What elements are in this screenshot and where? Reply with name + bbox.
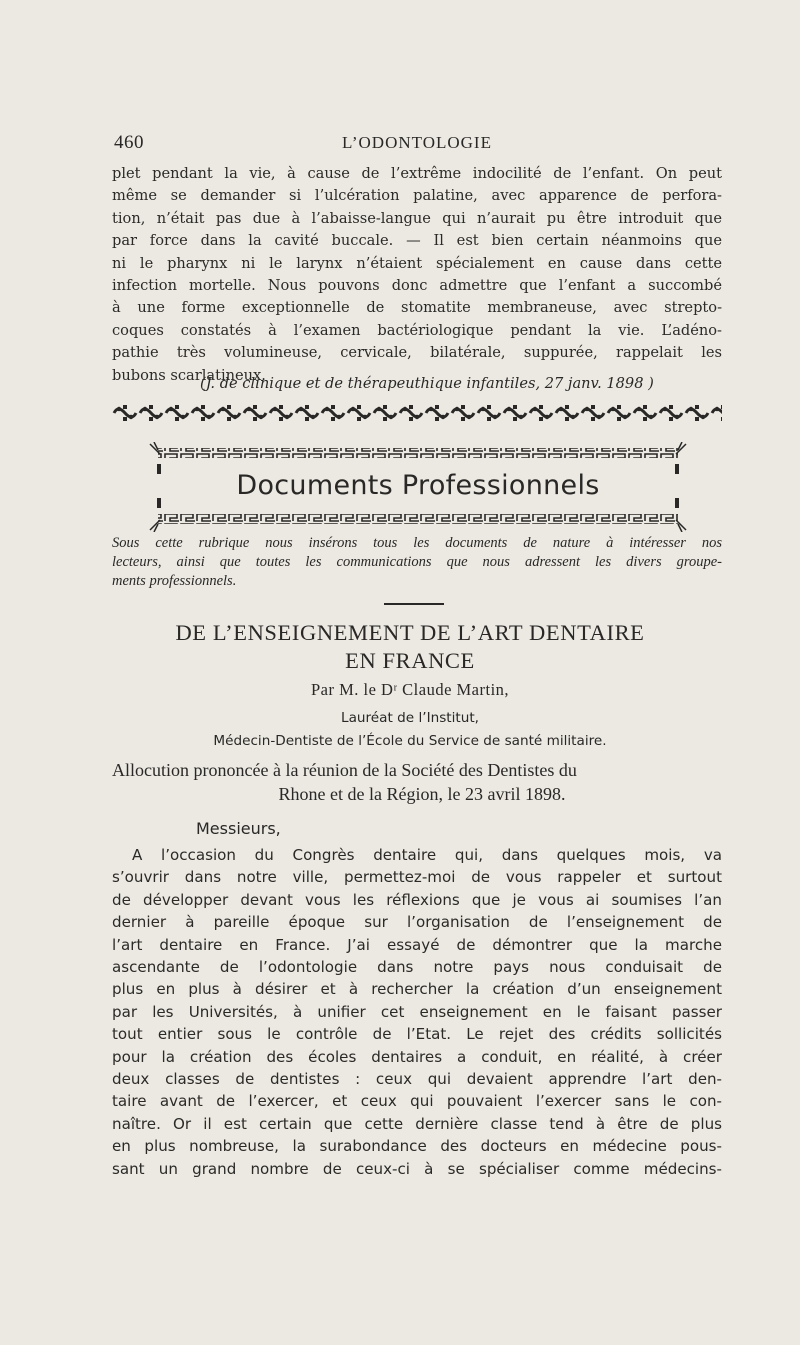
text-line: coques constatés à l’examen bactériologique pendant la vie. L’adéno- bbox=[112, 321, 722, 339]
text-line: tion, n’était pas due à l’abaisse-langue qui n’aurait pu être introduit que bbox=[112, 209, 722, 227]
allocution-subtitle bbox=[112, 758, 722, 806]
citation: (J. de clinique et de thérapeuthique infantiles, 27 janv. 1898 ) bbox=[200, 375, 654, 392]
text-line: Allocution prononcée à la réunion de la Société des Dentistes du bbox=[112, 760, 577, 780]
section-title: Documents Professionnels bbox=[236, 470, 600, 501]
text-line: à une forme exceptionnelle de stomatite membraneuse, avec strepto- bbox=[112, 299, 722, 317]
paragraph-continued bbox=[112, 163, 722, 387]
text-line: taire avant de l’exercer, et ceux qui pouvaient l’exercer sans le con- bbox=[112, 1092, 722, 1111]
text-line: naître. Or il est certain que cette dernière classe tend à être de plus bbox=[112, 1114, 722, 1133]
affiliation-1: Lauréat de l’Institut, bbox=[341, 710, 479, 726]
text-line: sant un grand nombre de ceux-ci à se spécialiser comme médecins- bbox=[112, 1159, 722, 1178]
section-heading-frame bbox=[148, 442, 688, 532]
text-line: ni le pharynx ni le larynx n’étaient spécialement en cause dans cette bbox=[112, 254, 722, 272]
text-line: ments professionnels. bbox=[112, 573, 237, 590]
text-line: pathie très volumineuse, cervicale, bilatérale, suppurée, rappelait les bbox=[112, 344, 722, 362]
article-title-line1: DE L’ENSEIGNEMENT DE L’ART DENTAIRE bbox=[175, 620, 645, 645]
text-line: par force dans la cavité buccale. — Il est bien certain néanmoins que bbox=[112, 232, 722, 250]
text-line: bubons scarlatineux. bbox=[112, 366, 266, 384]
short-rule bbox=[384, 603, 444, 605]
section-intro bbox=[112, 534, 722, 592]
page-header bbox=[112, 132, 722, 156]
ornamental-divider bbox=[112, 403, 722, 423]
article-title-line2: EN FRANCE bbox=[345, 648, 475, 673]
affiliation-2: Médecin-Dentiste de l’École du Service de santé militaire. bbox=[213, 733, 607, 749]
text-line: Sous cette rubrique nous insérons tous les documents de nature à intéresser nos bbox=[112, 535, 722, 551]
text-line: lecteurs, ainsi que toutes les communications que nous adressent les divers groupe- bbox=[112, 554, 722, 571]
text-line: pour la création des écoles dentaires a conduit, en réalité, à créer bbox=[112, 1047, 722, 1066]
salutation: Messieurs, bbox=[196, 819, 281, 838]
text-line: Rhone et de la Région, le 23 avril 1898. bbox=[278, 784, 566, 804]
page-number: 460 bbox=[114, 132, 144, 153]
text-line: en plus nombreuse, la surabondance des docteurs en médecine pous- bbox=[112, 1137, 722, 1156]
text-line: infection mortelle. Nous pouvons donc admettre que l’enfant a succombé bbox=[112, 277, 722, 295]
text-line: A l’occasion du Congrès dentaire qui, dans quelques mois, va bbox=[132, 846, 722, 864]
text-line: même se demander si l’ulcération palatine, avec apparence de perfora- bbox=[112, 187, 722, 205]
text-line: dernier à pareille époque sur l’organisation de l’enseignement de bbox=[112, 913, 722, 932]
text-line: s’ouvrir dans notre ville, permettez-moi de vous rappeler et surtout bbox=[112, 868, 722, 887]
text-line: tout entier sous le contrôle de l’Etat. Le rejet des crédits sollicités bbox=[112, 1025, 722, 1044]
author-line: Par M. le Dʳ Claude Martin, bbox=[310, 680, 510, 699]
running-head: L’ODONTOLOGIE bbox=[342, 133, 492, 152]
text-line: plet pendant la vie, à cause de l’extrême indocilité de l’enfant. On peut bbox=[112, 165, 722, 182]
text-line: l’art dentaire en France. J’ai essayé de démontrer que la marche bbox=[112, 935, 722, 954]
text-line: de développer devant vous les réflexions que je vous ai soumises l’an bbox=[112, 890, 722, 909]
text-line: ascendante de l’odontologie dans notre pays nous conduisait de bbox=[112, 958, 722, 977]
text-line: par les Universités, à unifier cet enseignement en le faisant passer bbox=[112, 1002, 722, 1021]
article-body bbox=[112, 844, 722, 1180]
text-line: plus en plus à désirer et à rechercher la création d’un enseignement bbox=[112, 980, 722, 999]
text-line: deux classes de dentistes : ceux qui devaient apprendre l’art den- bbox=[112, 1070, 722, 1089]
